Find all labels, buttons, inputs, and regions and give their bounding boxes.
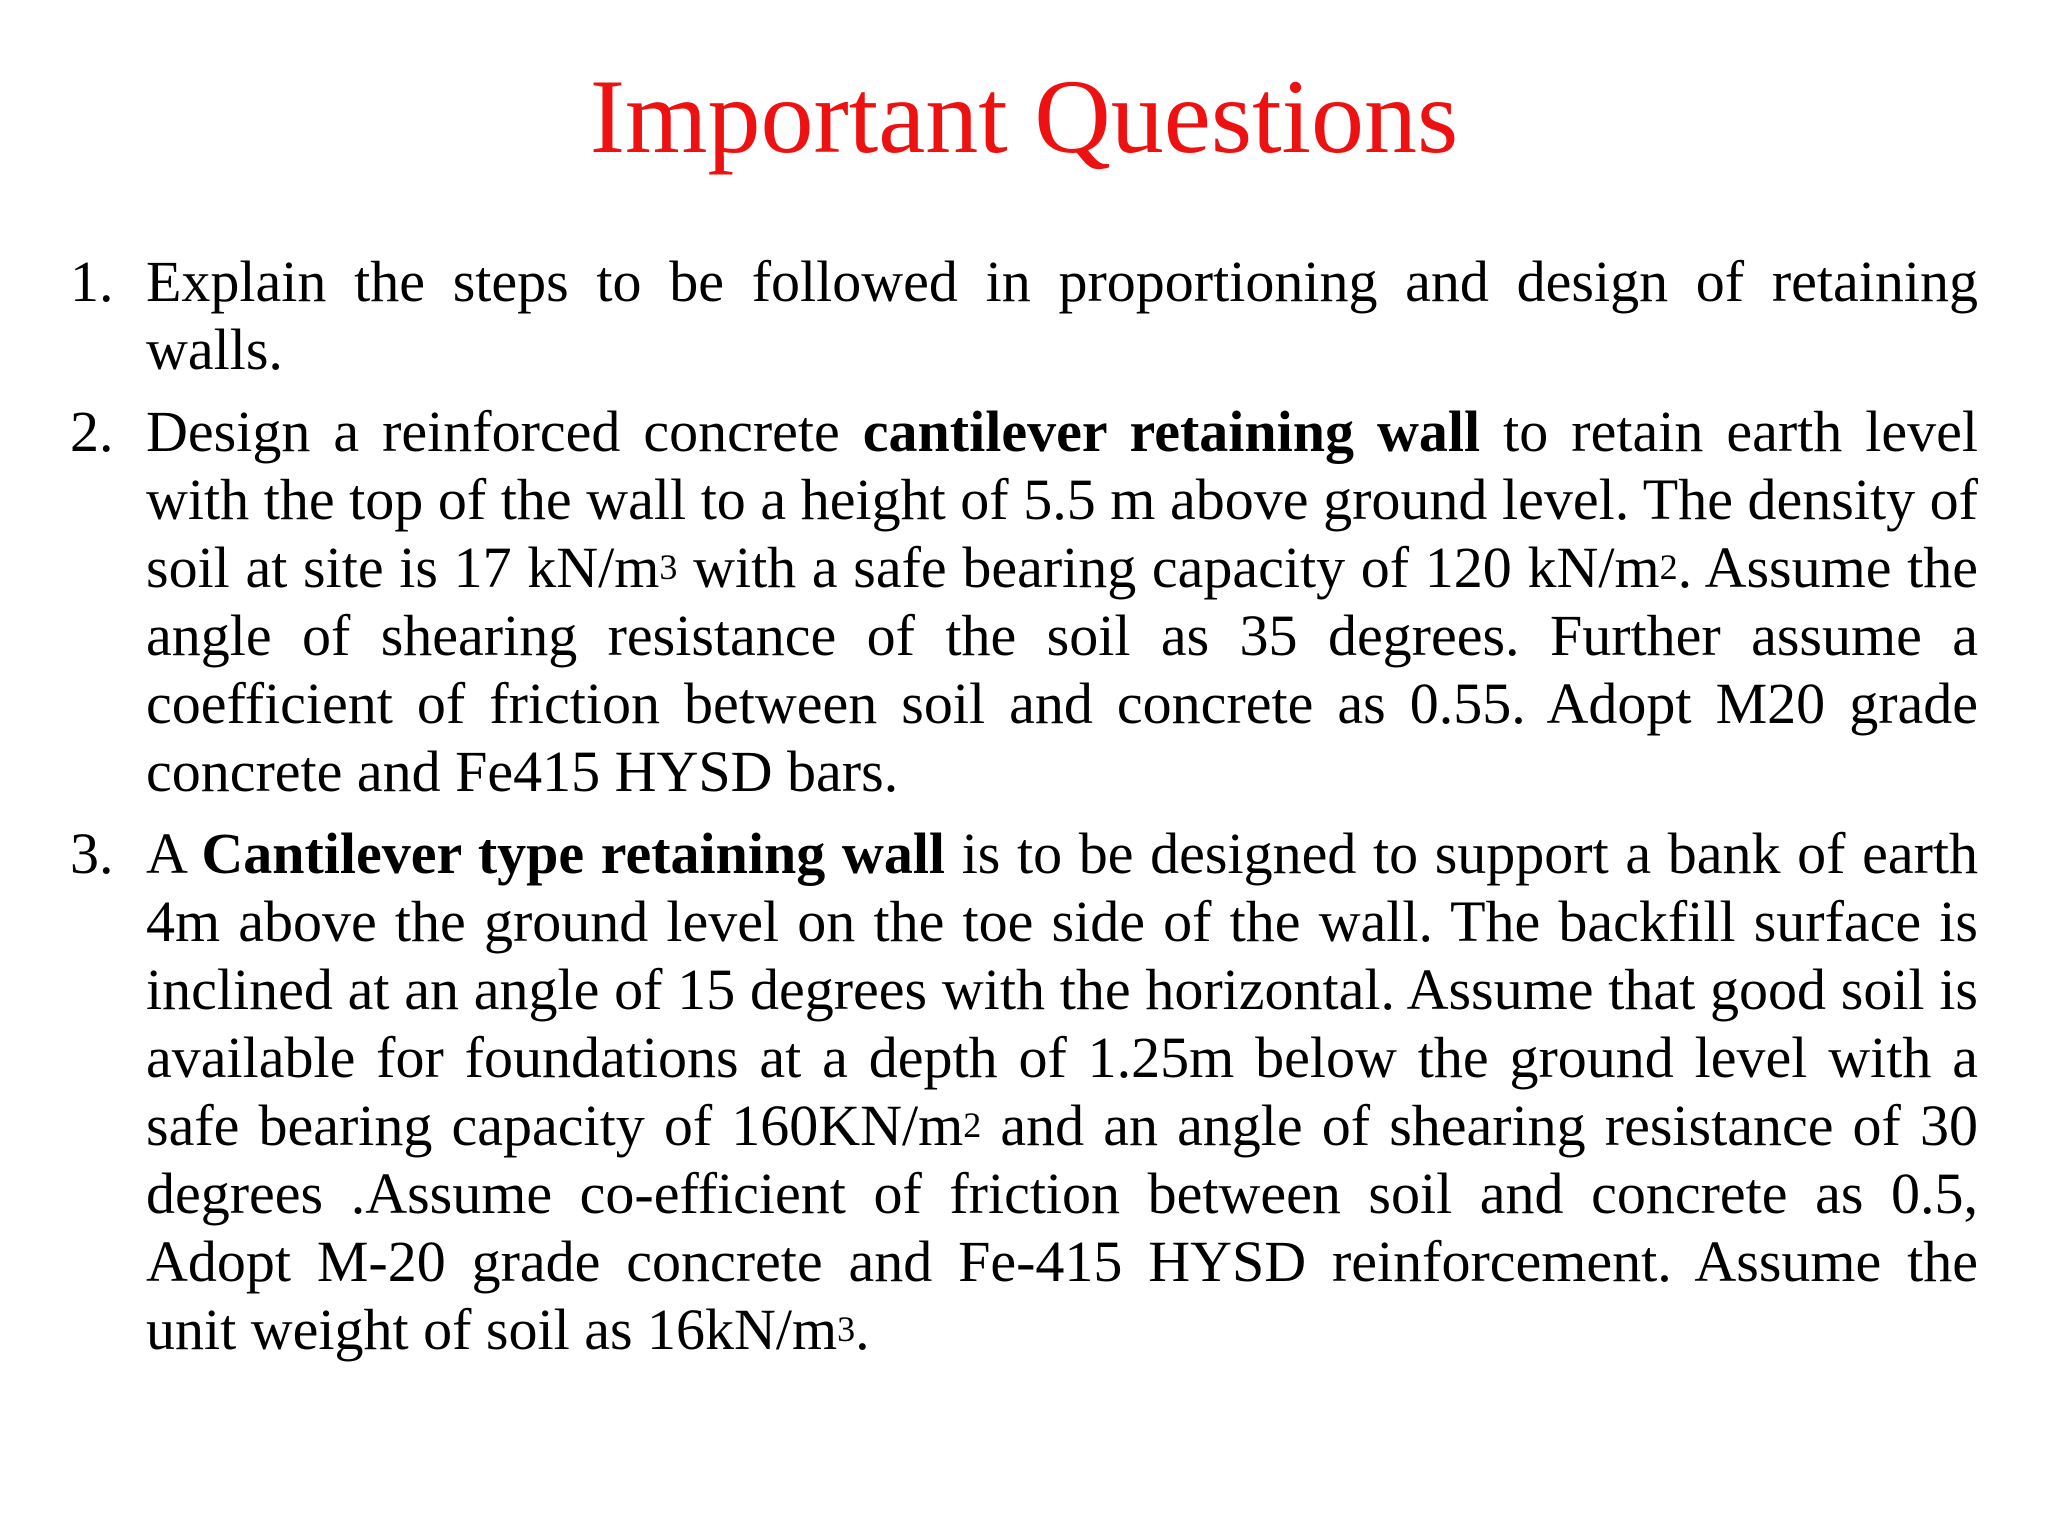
- question-text: is to be designed to support a bank of earth 4m above the ground level on the toe side of the wall. The backfill surface is inclined at an angle of 15 degrees with the horizontal. Assume that good soil is available for foundations at a depth of 1.25m below the ground level with a safe bearing capacity of 160KN/m: [146, 821, 1978, 1158]
- question-emphasis: Cantilever type retaining wall: [201, 821, 946, 886]
- question-2: [70, 398, 1978, 806]
- superscript: 2: [963, 1105, 982, 1145]
- superscript: 2: [1659, 547, 1678, 587]
- question-1: [70, 248, 1978, 384]
- question-text: . Assume the angle of shearing resistance of the soil as 35 degrees. Further assume a coefficient of friction between soil and concrete as 0.55. Adopt M20 grade concrete and Fe415 HYSD bars.: [146, 535, 1978, 804]
- superscript: 3: [659, 547, 678, 587]
- question-number: 3.: [70, 821, 114, 886]
- superscript: 3: [837, 1309, 856, 1349]
- question-text: and an angle of shearing resistance of 30 degrees .Assume co-efficient of friction between soil and concrete as 0.5, Adopt M-20 grade concrete and Fe-415 HYSD reinforcement. Assume the unit weight of soil as 16kN/m: [146, 1093, 1978, 1362]
- question-number: 2.: [70, 399, 114, 464]
- question-text: with a safe bearing capacity of 120 kN/m: [677, 535, 1660, 600]
- question-emphasis: cantilever retaining wall: [862, 399, 1481, 464]
- question-list: [70, 248, 1978, 1378]
- question-text: Explain the steps to be followed in proportioning and design of retaining walls.: [146, 249, 1978, 382]
- question-3: [70, 820, 1978, 1364]
- question-text-intro: Design a reinforced concrete: [146, 399, 863, 464]
- question-text: .: [855, 1297, 870, 1362]
- question-text-intro: A: [146, 821, 202, 886]
- question-text: to retain earth level with the top of the wall to a height of 5.5 m above ground level. The density of soil at site is 17 kN/m: [146, 399, 1978, 600]
- slide-title: Important Questions: [589, 58, 1459, 175]
- question-number: 1.: [70, 249, 114, 314]
